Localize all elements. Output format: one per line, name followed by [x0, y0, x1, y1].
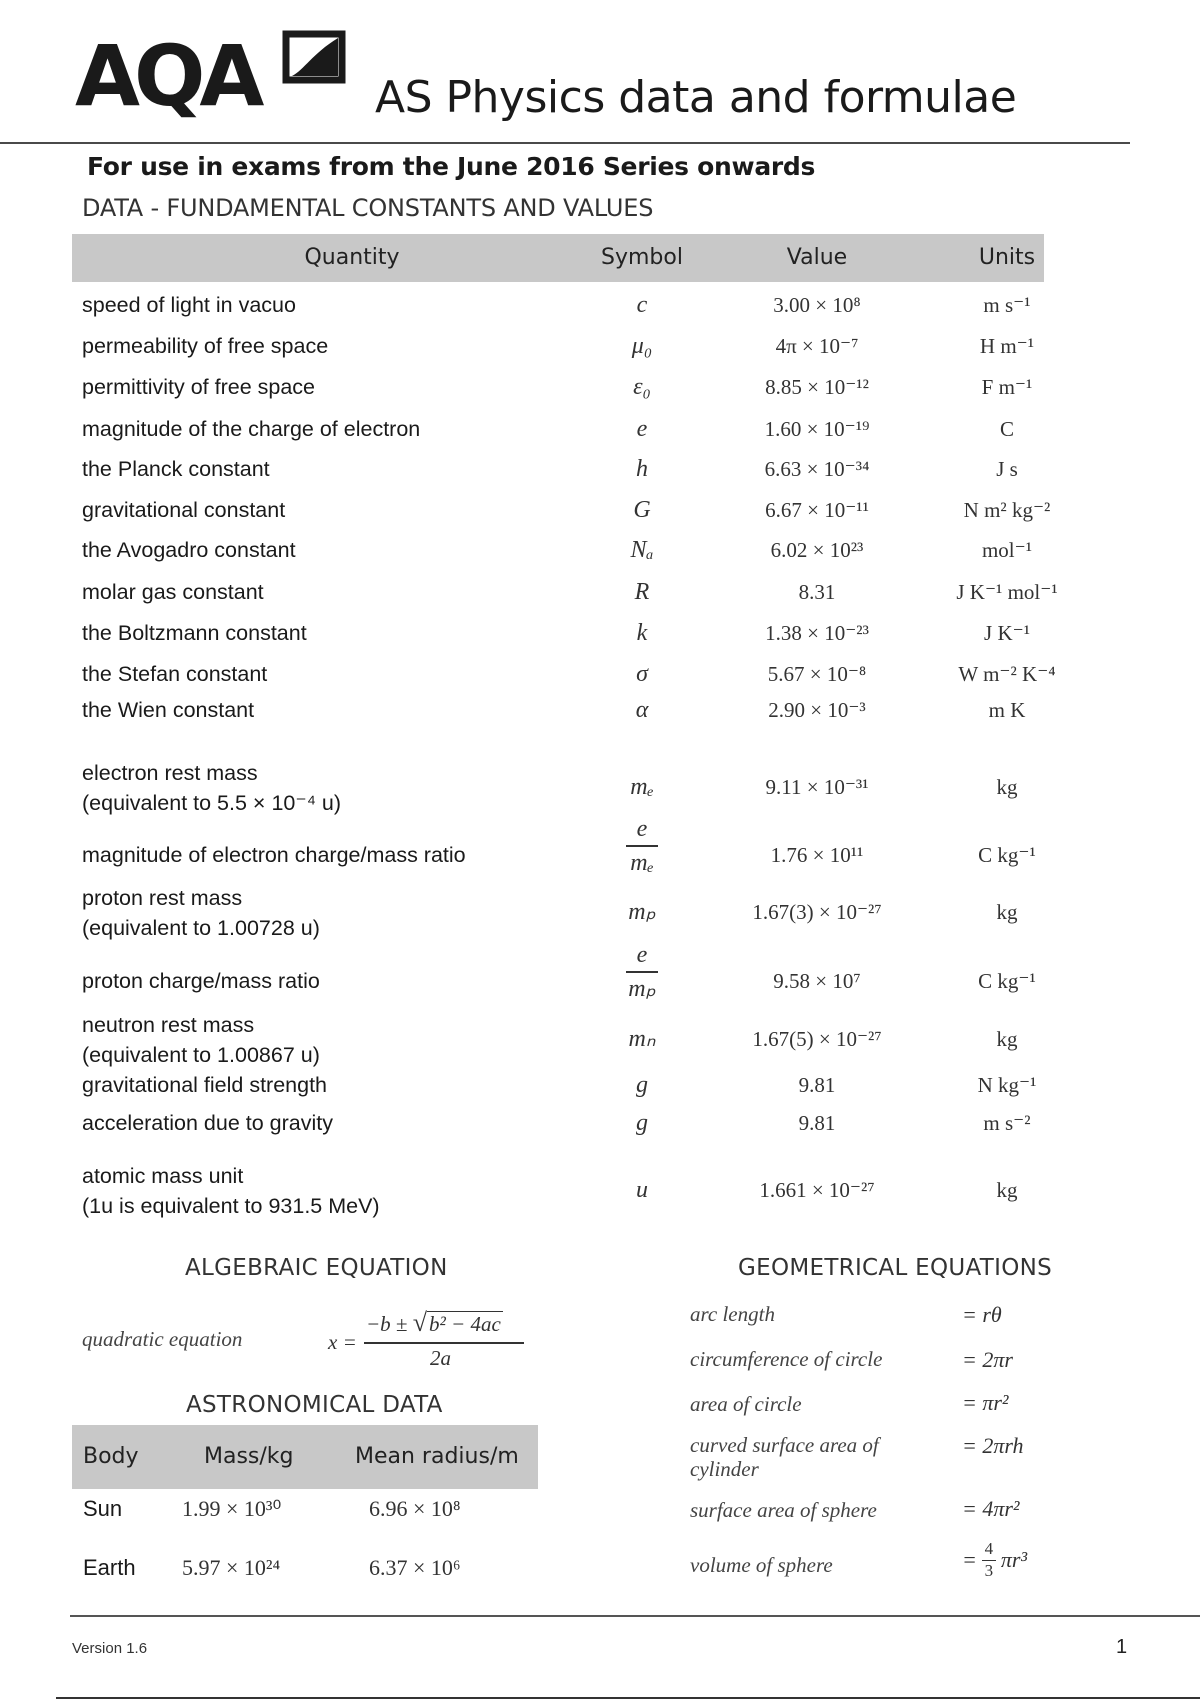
- constant-value: 1.67(5) × 10⁻²⁷: [752, 1027, 882, 1051]
- header-divider: [0, 142, 1130, 144]
- constant-units: kg: [996, 1178, 1018, 1202]
- aqa-logo: AQA: [75, 27, 259, 125]
- constant-quantity: molar gas constant: [82, 580, 264, 604]
- body-radius: 6.37 × 10⁶: [369, 1555, 461, 1580]
- constant-units: C kg⁻¹: [978, 843, 1036, 867]
- aqa-logo-mark-icon: [282, 30, 348, 86]
- geo-eq-curved-cylinder: = 2πrh: [962, 1433, 1024, 1458]
- geometrical-equations-title: GEOMETRICAL EQUATIONS: [738, 1255, 1053, 1281]
- geo-label-circumference: circumference of circle: [690, 1347, 883, 1371]
- constant-symbol: Nₐ: [630, 537, 654, 563]
- constant-value: 9.81: [798, 1073, 836, 1097]
- column-header-symbol: Symbol: [601, 245, 683, 270]
- constant-quantity: the Boltzmann constant: [82, 621, 307, 645]
- fraction-bar: [364, 1342, 524, 1344]
- constant-units: m K: [988, 698, 1026, 722]
- volume-fraction-den: 3: [984, 1561, 994, 1581]
- bottom-border: [56, 1697, 1200, 1699]
- quadratic-radicand: b² − 4ac: [428, 1312, 501, 1336]
- quadratic-numerator: [366, 1308, 503, 1338]
- constant-quantity-note: (1u is equivalent to 931.5 MeV): [82, 1194, 380, 1218]
- body-mass: 5.97 × 10²⁴: [182, 1555, 281, 1580]
- constant-quantity: proton charge/mass ratio: [82, 969, 320, 993]
- symbol-fraction-bar: [626, 845, 658, 847]
- geo-eq-arc-length: = rθ: [962, 1302, 1002, 1327]
- quadratic-equation-label: quadratic equation: [82, 1327, 243, 1351]
- volume-fraction-num: 4: [984, 1539, 994, 1558]
- constant-quantity: gravitational field strength: [82, 1073, 328, 1097]
- constant-units: C: [999, 417, 1014, 441]
- constant-units: C kg⁻¹: [978, 969, 1036, 993]
- constant-units: J s: [996, 457, 1018, 481]
- constant-value: 1.60 × 10⁻¹⁹: [764, 417, 870, 441]
- body-mass: 1.99 × 10³⁰: [182, 1496, 282, 1521]
- volume-fraction: [982, 1540, 996, 1581]
- constant-symbol: μ₀: [631, 333, 653, 359]
- constant-value: 8.31: [798, 580, 836, 604]
- body-name: Earth: [83, 1555, 136, 1580]
- constant-quantity: acceleration due to gravity: [82, 1111, 333, 1135]
- constant-units: m s⁻¹: [983, 293, 1031, 317]
- version-label: Version 1.6: [72, 1640, 148, 1657]
- page-number: 1: [1116, 1636, 1128, 1658]
- geo-label-area-circle: area of circle: [690, 1392, 802, 1416]
- section-title: DATA - FUNDAMENTAL CONSTANTS AND VALUES: [82, 194, 654, 222]
- constant-units: kg: [996, 775, 1018, 799]
- constant-value: 9.81: [798, 1111, 836, 1135]
- geo-label-surface-sphere: surface area of sphere: [690, 1498, 877, 1522]
- footer-divider: [70, 1615, 1200, 1617]
- column-header-units: Units: [978, 245, 1036, 270]
- constant-symbol: c: [636, 292, 648, 318]
- constant-quantity: neutron rest mass: [82, 1013, 255, 1037]
- geo-label-volume-sphere: volume of sphere: [690, 1553, 833, 1577]
- constant-quantity: the Avogadro constant: [82, 538, 296, 562]
- constant-quantity: speed of light in vacuo: [82, 293, 296, 317]
- symbol-denominator: mₚ: [628, 975, 656, 1002]
- volume-suffix: πr³: [1000, 1547, 1028, 1573]
- constant-value: 9.58 × 10⁷: [773, 969, 861, 993]
- geo-eq-area-circle: = πr²: [962, 1390, 1009, 1415]
- constant-quantity: permittivity of free space: [82, 375, 316, 399]
- quadratic-formula: [328, 1306, 528, 1376]
- constant-quantity: the Planck constant: [82, 457, 270, 481]
- constant-quantity: proton rest mass: [82, 886, 243, 910]
- constant-value: 9.11 × 10⁻³¹: [765, 775, 869, 799]
- constant-units: N kg⁻¹: [977, 1073, 1037, 1097]
- constant-value: 6.02 × 10²³: [770, 538, 864, 562]
- constant-symbol: mₙ: [628, 1026, 656, 1052]
- constant-quantity: gravitational constant: [82, 498, 286, 522]
- constant-value: 6.67 × 10⁻¹¹: [765, 498, 869, 522]
- constant-quantity: magnitude of electron charge/mass ratio: [82, 843, 466, 867]
- constant-quantity: magnitude of the charge of electron: [82, 417, 421, 441]
- constant-value: 4π × 10⁻⁷: [775, 334, 859, 358]
- astronomical-table-header: [72, 1425, 538, 1489]
- geo-eq-surface-sphere: = 4πr²: [962, 1496, 1020, 1521]
- geo-label-arc-length: arc length: [690, 1302, 775, 1326]
- constant-symbol: mₚ: [628, 899, 656, 925]
- constant-value: 6.63 × 10⁻³⁴: [764, 457, 870, 481]
- constant-value: 1.661 × 10⁻²⁷: [759, 1178, 875, 1202]
- body-name: Sun: [83, 1496, 123, 1521]
- constant-value: 1.76 × 10¹¹: [770, 843, 864, 867]
- constant-symbol: e: [636, 416, 648, 442]
- constant-units: W m⁻² K⁻⁴: [958, 662, 1056, 686]
- geo-eq-circumference: = 2πr: [962, 1347, 1013, 1372]
- constant-value: 8.85 × 10⁻¹²: [765, 375, 869, 399]
- constant-quantity-note: (equivalent to 1.00867 u): [82, 1043, 320, 1067]
- symbol-numerator: e: [636, 942, 648, 968]
- constant-units: F m⁻¹: [981, 375, 1033, 399]
- volume-equals: =: [962, 1547, 977, 1573]
- body-radius: 6.96 × 10⁸: [369, 1496, 461, 1521]
- constant-units: kg: [996, 900, 1018, 924]
- symbol-numerator: e: [636, 816, 648, 842]
- constant-symbol: u: [636, 1177, 648, 1203]
- column-header-radius: Mean radius/m: [355, 1444, 519, 1469]
- constant-units: kg: [996, 1027, 1018, 1051]
- page-title: AS Physics data and formulae: [375, 72, 1017, 123]
- constant-quantity-note: (equivalent to 5.5 × 10⁻⁴ u): [82, 791, 342, 815]
- column-header-body: Body: [83, 1444, 139, 1469]
- column-header-value: Value: [786, 245, 848, 270]
- constant-value: 5.67 × 10⁻⁸: [767, 662, 867, 686]
- constant-units: mol⁻¹: [981, 538, 1033, 562]
- constant-symbol: g: [636, 1072, 648, 1098]
- symbol-fraction-bar: [626, 971, 658, 973]
- geo-label-curved-cylinder: curved surface area of cylinder: [690, 1433, 879, 1481]
- constant-value: 1.67(3) × 10⁻²⁷: [752, 900, 882, 924]
- constant-units: J K⁻¹ mol⁻¹: [956, 580, 1058, 604]
- constant-quantity: atomic mass unit: [82, 1164, 244, 1188]
- column-header-quantity: Quantity: [304, 245, 400, 270]
- constant-symbol: G: [633, 497, 651, 523]
- constant-symbol: R: [634, 579, 650, 605]
- constant-symbol: ε₀: [633, 374, 651, 400]
- geo-eq-volume-sphere: [962, 1540, 1027, 1581]
- constant-quantity-note: (equivalent to 1.00728 u): [82, 916, 320, 940]
- constant-symbol: g: [636, 1110, 648, 1136]
- constant-units: H m⁻¹: [979, 334, 1035, 358]
- constant-quantity: the Wien constant: [82, 698, 255, 722]
- constant-quantity: electron rest mass: [82, 761, 258, 785]
- page-subtitle: For use in exams from the June 2016 Series onwards: [87, 152, 816, 181]
- constant-symbol: α: [635, 697, 649, 723]
- constant-value: 2.90 × 10⁻³: [768, 698, 866, 722]
- algebraic-equation-title: ALGEBRAIC EQUATION: [185, 1255, 448, 1281]
- constant-units: N m² kg⁻²: [963, 498, 1051, 522]
- quadratic-lhs: x =: [328, 1330, 357, 1354]
- constant-units: m s⁻²: [983, 1111, 1031, 1135]
- quadratic-denominator: 2a: [430, 1346, 451, 1370]
- constant-symbol: k: [636, 620, 648, 646]
- constant-units: J K⁻¹: [984, 621, 1030, 645]
- constant-value: 3.00 × 10⁸: [773, 293, 861, 317]
- constant-symbol: mₑ: [630, 774, 654, 800]
- constant-symbol: h: [636, 456, 648, 482]
- quadratic-numerator-prefix: −b ±: [366, 1312, 408, 1336]
- astronomical-data-title: ASTRONOMICAL DATA: [186, 1392, 443, 1418]
- column-header-mass: Mass/kg: [204, 1444, 294, 1469]
- constant-symbol: σ: [636, 661, 648, 687]
- constant-value: 1.38 × 10⁻²³: [765, 621, 869, 645]
- sqrt-icon: √: [412, 1308, 427, 1337]
- constants-table-header: [72, 234, 1044, 282]
- symbol-denominator: mₑ: [630, 849, 654, 876]
- constant-quantity: permeability of free space: [82, 334, 329, 358]
- constant-quantity: the Stefan constant: [82, 662, 268, 686]
